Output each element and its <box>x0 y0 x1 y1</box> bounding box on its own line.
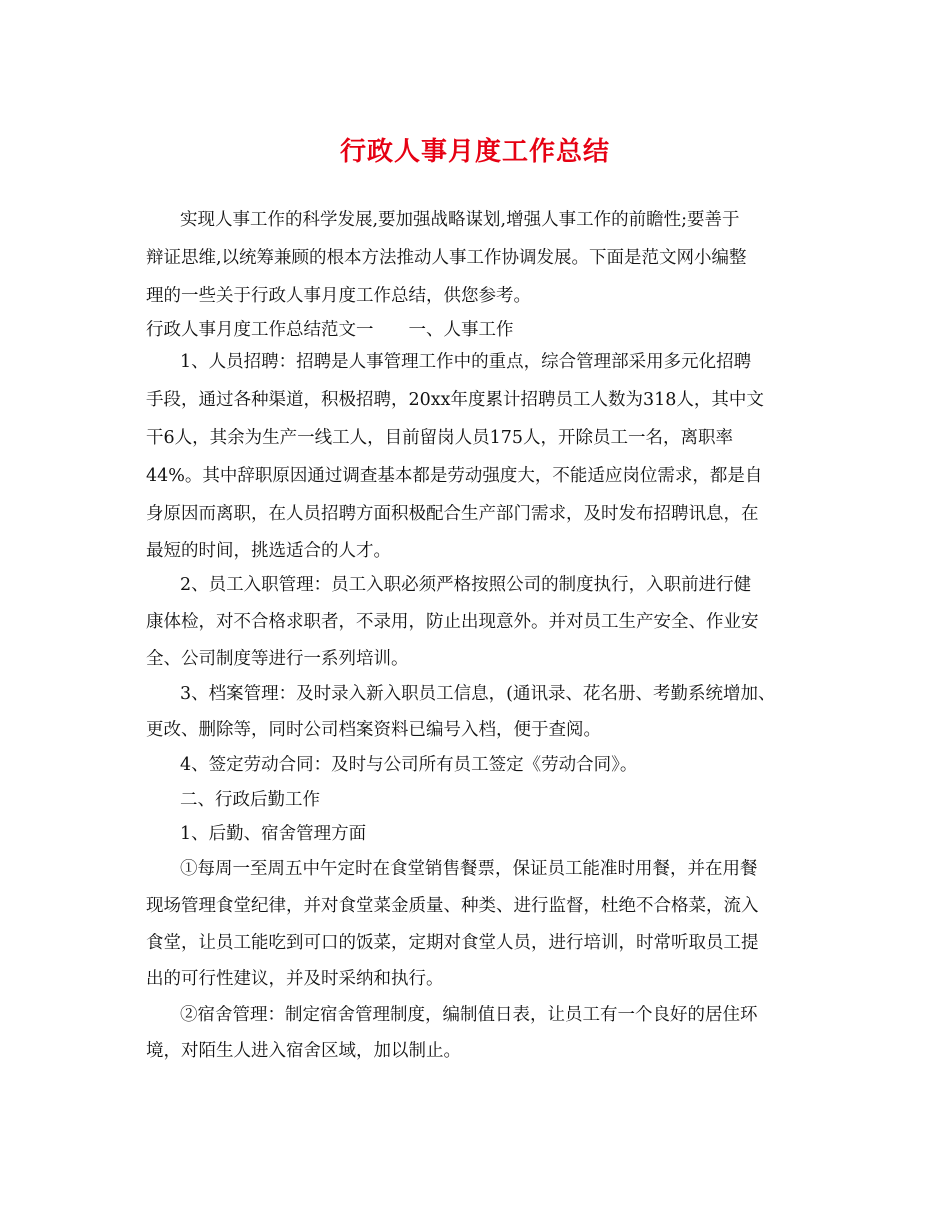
paragraph-line: 2、员工入职管理：员工入职必须严格按照公司的制度执行，入职前进行健 <box>180 575 752 595</box>
paragraph-line: 更改、删除等，同时公司档案资料已编号入档，便于查阅。 <box>146 720 601 740</box>
paragraph-line: 1、人员招聘：招聘是人事管理工作中的重点，综合管理部采用多元化招聘 <box>180 352 752 372</box>
paragraph-line: 行政人事月度工作总结范文一 一、人事工作 <box>146 320 514 340</box>
paragraph-line: 辩证思维,以统筹兼顾的根本方法推动人事工作协调发展。下面是范文网小编整 <box>146 248 747 268</box>
paragraph-line: 全、公司制度等进行一系列培训。 <box>146 649 409 669</box>
paragraph-line: 境，对陌生人进入宿舍区域，加以制止。 <box>146 1041 461 1061</box>
paragraph-line: ①每周一至周五中午定时在食堂销售餐票，保证员工能准时用餐，并在用餐 <box>180 859 758 879</box>
paragraph-line: 身原因而离职，在人员招聘方面积极配合生产部门需求，及时发布招聘讯息，在 <box>146 504 759 524</box>
paragraph-line: 理的一些关于行政人事月度工作总结，供您参考。 <box>146 286 531 306</box>
subsection-heading: 1、后勤、宿舍管理方面 <box>180 824 367 844</box>
paragraph-line: 康体检，对不合格求职者，不录用，防止出现意外。并对员工生产安全、作业安 <box>146 612 759 632</box>
paragraph-line: 出的可行性建议，并及时采纳和执行。 <box>146 969 444 989</box>
paragraph-line: 现场管理食堂纪律，并对食堂菜金质量、种类、进行监督，杜绝不合格菜，流入 <box>146 896 759 916</box>
paragraph-line: 实现人事工作的科学发展,要加强战略谋划,增强人事工作的前瞻性;要善于 <box>180 210 740 230</box>
paragraph-line: 最短的时间，挑选适合的人才。 <box>146 541 391 561</box>
paragraph-line: 干6人，其余为生产一线工人，目前留岗人员175人，开除员工一名，离职率 <box>146 428 734 448</box>
section-heading: 二、行政后勤工作 <box>180 790 320 810</box>
paragraph-line: 手段，通过各种渠道，积极招聘，20xx年度累计招聘员工人数为318人，其中文 <box>146 390 764 410</box>
document-title: 行政人事月度工作总结 <box>339 137 610 167</box>
paragraph-line: 44%。其中辞职原因通过调查基本都是劳动强度大，不能适应岗位需求，都是自 <box>146 466 763 486</box>
paragraph-line: 4、签定劳动合同：及时与公司所有员工签定《劳动合同》。 <box>180 755 638 775</box>
paragraph-line: 食堂，让员工能吃到可口的饭菜，定期对食堂人员，进行培训，时常听取员工提 <box>146 933 759 953</box>
paragraph-line: 3、档案管理：及时录入新入职员工信息，(通讯录、花名册、考勤系统增加、 <box>180 684 776 704</box>
paragraph-line: ②宿舍管理：制定宿舍管理制度，编制值日表，让员工有一个良好的居住环 <box>180 1005 758 1025</box>
